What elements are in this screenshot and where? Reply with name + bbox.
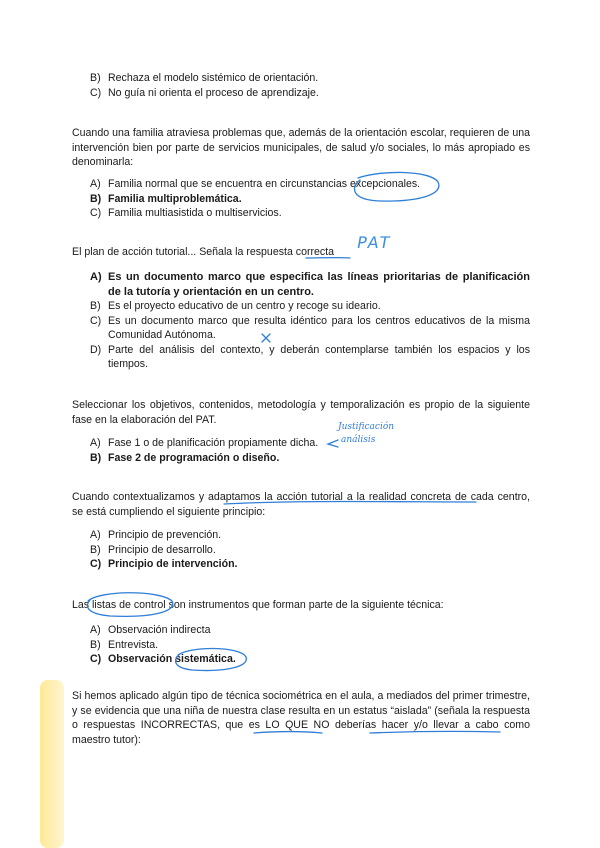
q3-option-a: A) Fase 1 o de planificación propiamente dicha. (90, 437, 319, 449)
q3-handwritten-note-1: Justificación (338, 422, 395, 432)
q3-options (90, 436, 530, 465)
q4-option-c: C) Principio de intervención. (90, 558, 238, 570)
q1-question: Cuando una familia atraviesa problemas que, además de la orientación escolar, requieren de una intervención bien por parte de servicios municipales, de salud y/o sociales, lo más apropiado es denominarla: (72, 127, 530, 168)
q2-option-b: B) Es el proyecto educativo de un centro y recoge su ideario. (90, 300, 381, 312)
q5-option-a: A) Observación indirecta (90, 624, 211, 636)
q1-option-c: C) Familia multiasistida o multiservicios. (90, 207, 282, 219)
yellow-highlight-mark (40, 680, 64, 848)
q3-handwritten-note-2: análisis (341, 435, 376, 445)
q1-options (90, 177, 530, 221)
q4-question: Cuando contextualizamos y adaptamos la acción tutorial a la realidad concreta de cada centro, se está cumpliendo el siguiente principio: (72, 491, 530, 518)
q1-option-b: B) Familia multiproblemática. (90, 192, 242, 205)
q0-option-b: B) Rechaza el modelo sistémico de orientación. (90, 72, 319, 84)
q4-option-a: A) Principio de prevención. (90, 529, 222, 541)
q2-question: El plan de acción tutorial... Señala la respuesta correcta (72, 246, 335, 258)
q1-option-a: A) Familia normal que se encuentra en circunstancias excepcionales. (90, 178, 421, 190)
q4-options (90, 528, 530, 572)
q0-options (90, 71, 530, 100)
q4-option-b: B) Principio de desarrollo. (90, 543, 216, 556)
q2-option-a: A) Es un documento marco que especifica las líneas prioritarias de planificación de la tutoría y orientación en un centro. (90, 271, 530, 298)
q2-option-d: D) Parte del análisis del contexto, y deberán contemplarse también los espacios y los tiempos. (90, 343, 530, 370)
q5-question: Las listas de control son instrumentos que forman parte de la siguiente técnica: (72, 599, 444, 611)
q2-handwritten-annotation: PAT (355, 233, 393, 252)
q5-option-b: B) Entrevista. (90, 638, 159, 651)
q2-options (90, 270, 530, 372)
q5-option-c: C) Observación sistemática. (90, 653, 236, 665)
q3-option-b: B) Fase 2 de programación o diseño. (90, 451, 280, 464)
q2-option-c: C) Es un documento marco que resulta idéntico para los centros educativos de la misma Comunidad Autónoma. (90, 314, 530, 341)
q3-question: Seleccionar los objetivos, contenidos, metodología y temporalización es propio de la siguiente fase en la elaboración del PAT. (72, 399, 530, 426)
q5-options (90, 623, 530, 667)
q0-option-c: C) No guía ni orienta el proceso de aprendizaje. (90, 86, 319, 99)
q6-question: Si hemos aplicado algún tipo de técnica sociométrica en el aula, a mediados del primer trimestre, y se evidencia que una niña de nuestra clase resulta en un estatus “aislada” (señala la respuesta o respuestas INCORRECTAS, que es LO QUE NO deberías hacer y/o llevar a cabo como maestro tutor): (72, 690, 530, 746)
